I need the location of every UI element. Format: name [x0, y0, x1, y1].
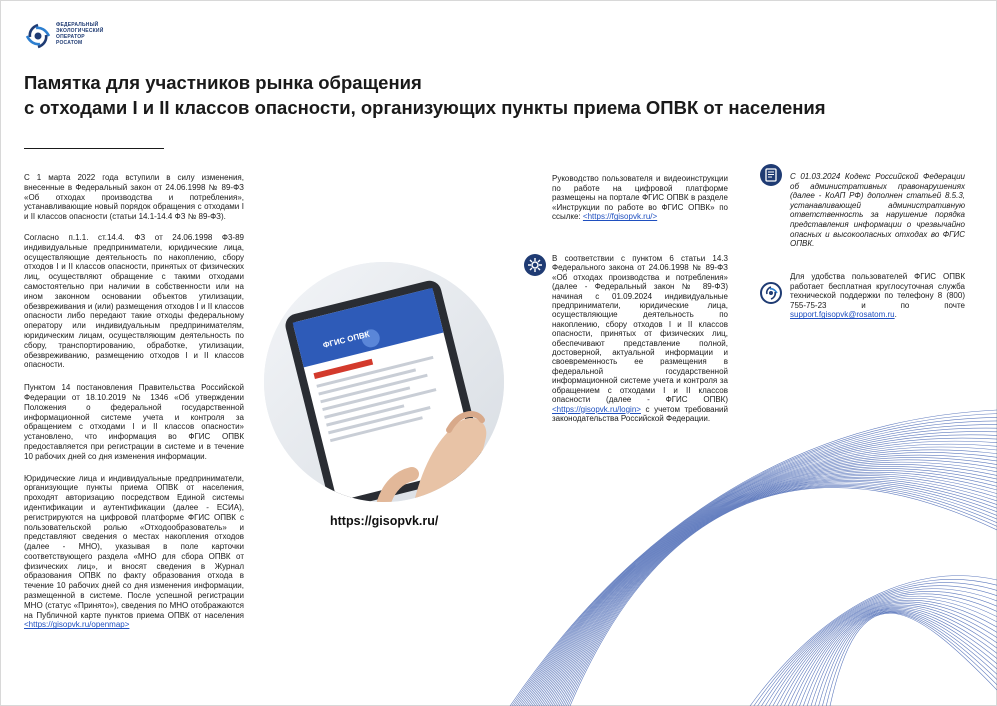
registration-text: Юридические лица и индивидуальные предприниматели, организующие пункты приема ОПВК от населения, проходят авторизацию посредством Единой системы идентификации и аутентификации (далее - ЕСИА), регистрируются на цифровой платформе ФГИС ОПВК с пользовательской ролью «Отходообразователь» и представляют сведения о местах накопления отходов (далее - МНО), указывая в поле карточки соответствующего раздела «МНО для сбора ОПВК от физических лиц», и вносят сведения в Журнал образования ОПВК по факту образования отхода в течение 10 рабочих дней со дня изменения информации, размещенной в системе. После успешной регистрации МНО (статус «Принято»), сведения по МНО отображаются на Публичной карте пунктов приема ОПВК от населения: [24, 473, 244, 620]
column-1: [24, 173, 244, 641]
title-line-1: Памятка для участников рынка обращения: [24, 72, 422, 93]
paragraph-law: Согласно п.1.1. ст.14.4. ФЗ от 24.06.1998 Ф3-89 индивидуальные предприниматели, юридические лица, осуществляющие деятельность по накоплению, сбору отходов I и II классов опасности, принятых от физических лиц, осуществляют обращение с такими отходами самостоятельно при наличии в собственности или на ином законном основании объектов утилизации, обезвреживания и (или) размещения отходов I и II классов опасности либо передают такие отходы федеральному оператору или индивидуальным предпринимателям, юридическим лицам, осуществляющим деятельность по сбору, транспортированию, обработке, утилизации, обезвреживанию, размещению отходов I и II классов опасности.: [24, 232, 244, 370]
column-3-liability: С 01.03.2024 Кодекс Российской Федерации об административных правонарушениях (далее - КоАП РФ) дополнен статьей 8.5.3, устанавливающей административную ответственность за нарушение порядка представления информации о чрезвычайно опасных и высокоопасных отходах во ФГИС ОПВК.: [790, 172, 965, 249]
column-3-support: [790, 272, 965, 320]
tablet-header-text: ФГИС ОПВК: [321, 329, 371, 350]
openmap-link[interactable]: <https://gisopvk.ru/openmap>: [24, 620, 130, 630]
title-line-2: с отходами I и II классов опасности, организующих пункты приема ОПВК от населения: [24, 97, 826, 118]
document-icon: [760, 164, 782, 186]
tablet-illustration: [264, 262, 504, 502]
requirements-text: В соответствии с пунктом 6 статьи 14.3 Федерального закона от 24.06.1998 № 89-ФЗ «Об отходах производства и потребления» (далее - Федеральный закон № 89-ФЗ) начиная с 01.09.2024 индивидуальные предприниматели, юридические лица, осуществляющие деятельность по накоплению, сбору отходов I и II классов опасности, принятых от физических лиц, обеспечивают представление полной, достоверной, актуальной информации и своевременность ее размещения в федеральной государственной информационной системе учета и контроля за обращением с отходами I и II классов опасности (далее - ФГИС ОПВК): [552, 254, 728, 405]
wave-line: [568, 487, 997, 706]
wave-line: [750, 576, 997, 706]
gisopvk-login-link[interactable]: <https://gisopvk.ru/login>: [552, 404, 641, 414]
decorative-waves: [490, 380, 997, 706]
paragraph-resolution: Пунктом 14 постановления Правительства Российской Федерации от 18.10.2019 № 1346 «Об утверждении Положения о федеральной государственной информационной системе учета и контроля за обращением с отходами I и II классов опасности» установлено, что информация во ФГИС ОПВК предоставляется при регистрации в системе и в течение 10 рабочих дней со дня изменения информации.: [24, 383, 244, 461]
wave-line: [815, 610, 997, 706]
logo-text: [56, 22, 104, 46]
logo-line: ЭКОЛОГИЧЕСКИЙ: [56, 28, 104, 34]
wave-line: [519, 428, 997, 706]
wave-line: [515, 421, 997, 706]
logo-line: ОПЕРАТОР: [56, 34, 85, 40]
support-text: Для удобства пользователей ФГИС ОПВК работает бесплатная круглосуточная служба технической поддержки по телефону 8 (800) 755-75-23 и по почте: [790, 272, 965, 310]
gear-icon: [524, 254, 546, 276]
logo: [24, 22, 104, 50]
instructions-text: Руководство пользователя и видеоинструкции по работе на цифровой платформе размещены на портале ФГИС ОПВК в разделе «Инструкции по работе во ФГИС ОПВК» по ссылке:: [552, 174, 728, 222]
requirements-tail: с учетом требований законодательства Российской Федерации.: [552, 404, 728, 423]
wave-line: [565, 484, 997, 706]
wave-line: [514, 417, 997, 706]
wave-line: [800, 606, 997, 706]
rosatom-logo-icon: [24, 22, 52, 50]
wave-line: [517, 425, 997, 706]
tablet-hand-image: [264, 262, 504, 502]
support-email-link[interactable]: support.fgisopvk@rosatom.ru: [790, 310, 895, 320]
rosatom-support-icon: [760, 282, 782, 304]
site-url-label: https://gisopvk.ru/: [330, 514, 439, 528]
support-tail: .: [894, 310, 897, 320]
logo-line: РОСАТОМ: [56, 40, 83, 46]
divider: [24, 148, 164, 149]
paragraph-registration: [24, 474, 244, 631]
logo-line: ФЕДЕРАЛЬНЫЙ: [56, 22, 99, 28]
fgisopvk-link[interactable]: <https://fgisopvk.ru/>: [582, 212, 658, 222]
paragraph-intro: С 1 марта 2022 года вступили в силу изменения, внесенные в Федеральный закон от 24.06.1998 № 89-ФЗ «Об отходах производства и потребления», устанавливающие новый порядок обращения с отходами I и II классов опасности (статьи 14.1-14.4 ФЗ № 89-ФЗ).: [24, 173, 244, 222]
page-title: [24, 70, 924, 120]
wave-line: [526, 441, 997, 706]
column-2-instructions: [552, 174, 728, 222]
wave-line: [792, 603, 997, 706]
wave-line: [541, 462, 997, 706]
